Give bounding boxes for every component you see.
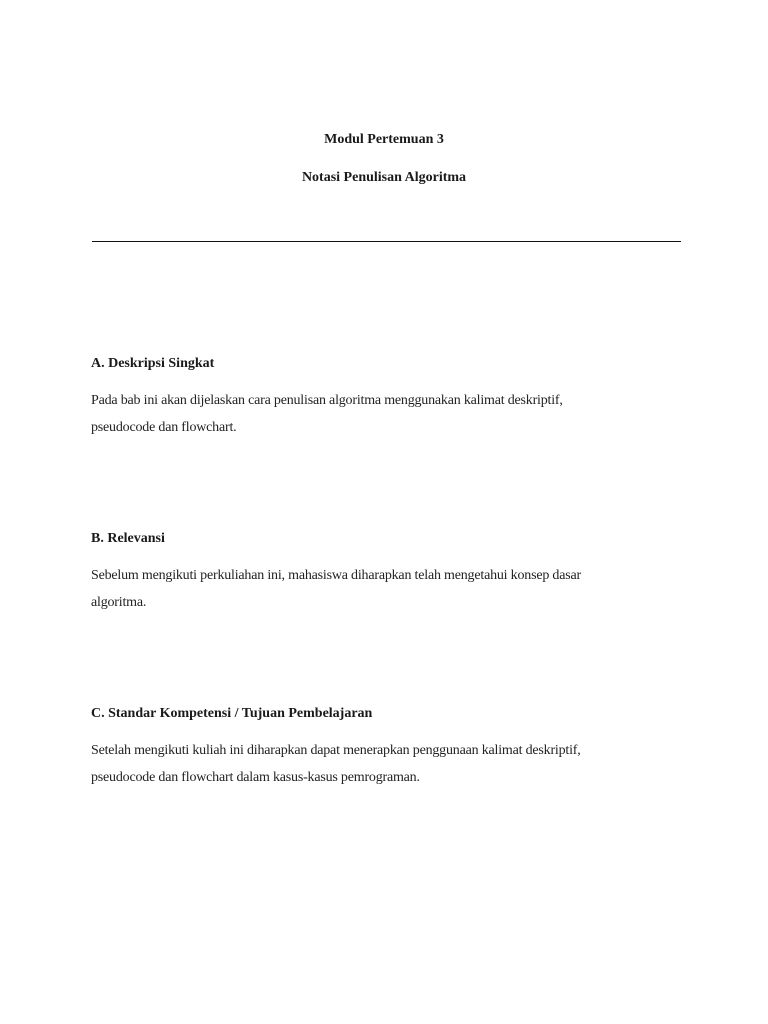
paragraph-line: Setelah mengikuti kuliah ini diharapkan dapat menerapkan penggunaan kalimat deskriptif,: [91, 743, 581, 758]
horizontal-divider: [92, 241, 681, 242]
section-heading-deskripsi-singkat: A. Deskripsi Singkat: [91, 356, 215, 371]
paragraph-line: pseudocode dan flowchart dalam kasus-kasus pemrograman.: [91, 770, 420, 785]
section-heading-standar-kompetensi: C. Standar Kompetensi / Tujuan Pembelajaran: [91, 706, 373, 721]
section-body-deskripsi-singkat: [91, 387, 691, 441]
section-heading-relevansi: B. Relevansi: [91, 531, 165, 546]
section-body-relevansi: [91, 562, 691, 616]
paragraph-line: algoritma.: [91, 595, 147, 610]
document-title: Modul Pertemuan 3: [324, 132, 444, 147]
paragraph-line: pseudocode dan flowchart.: [91, 420, 237, 435]
document-subtitle: Notasi Penulisan Algoritma: [301, 170, 467, 185]
section-body-standar-kompetensi: [91, 737, 691, 791]
paragraph-line: Sebelum mengikuti perkuliahan ini, mahasiswa diharapkan telah mengetahui konsep dasar: [91, 568, 581, 583]
paragraph-line: Pada bab ini akan dijelaskan cara penulisan algoritma menggunakan kalimat deskriptif,: [91, 393, 563, 408]
